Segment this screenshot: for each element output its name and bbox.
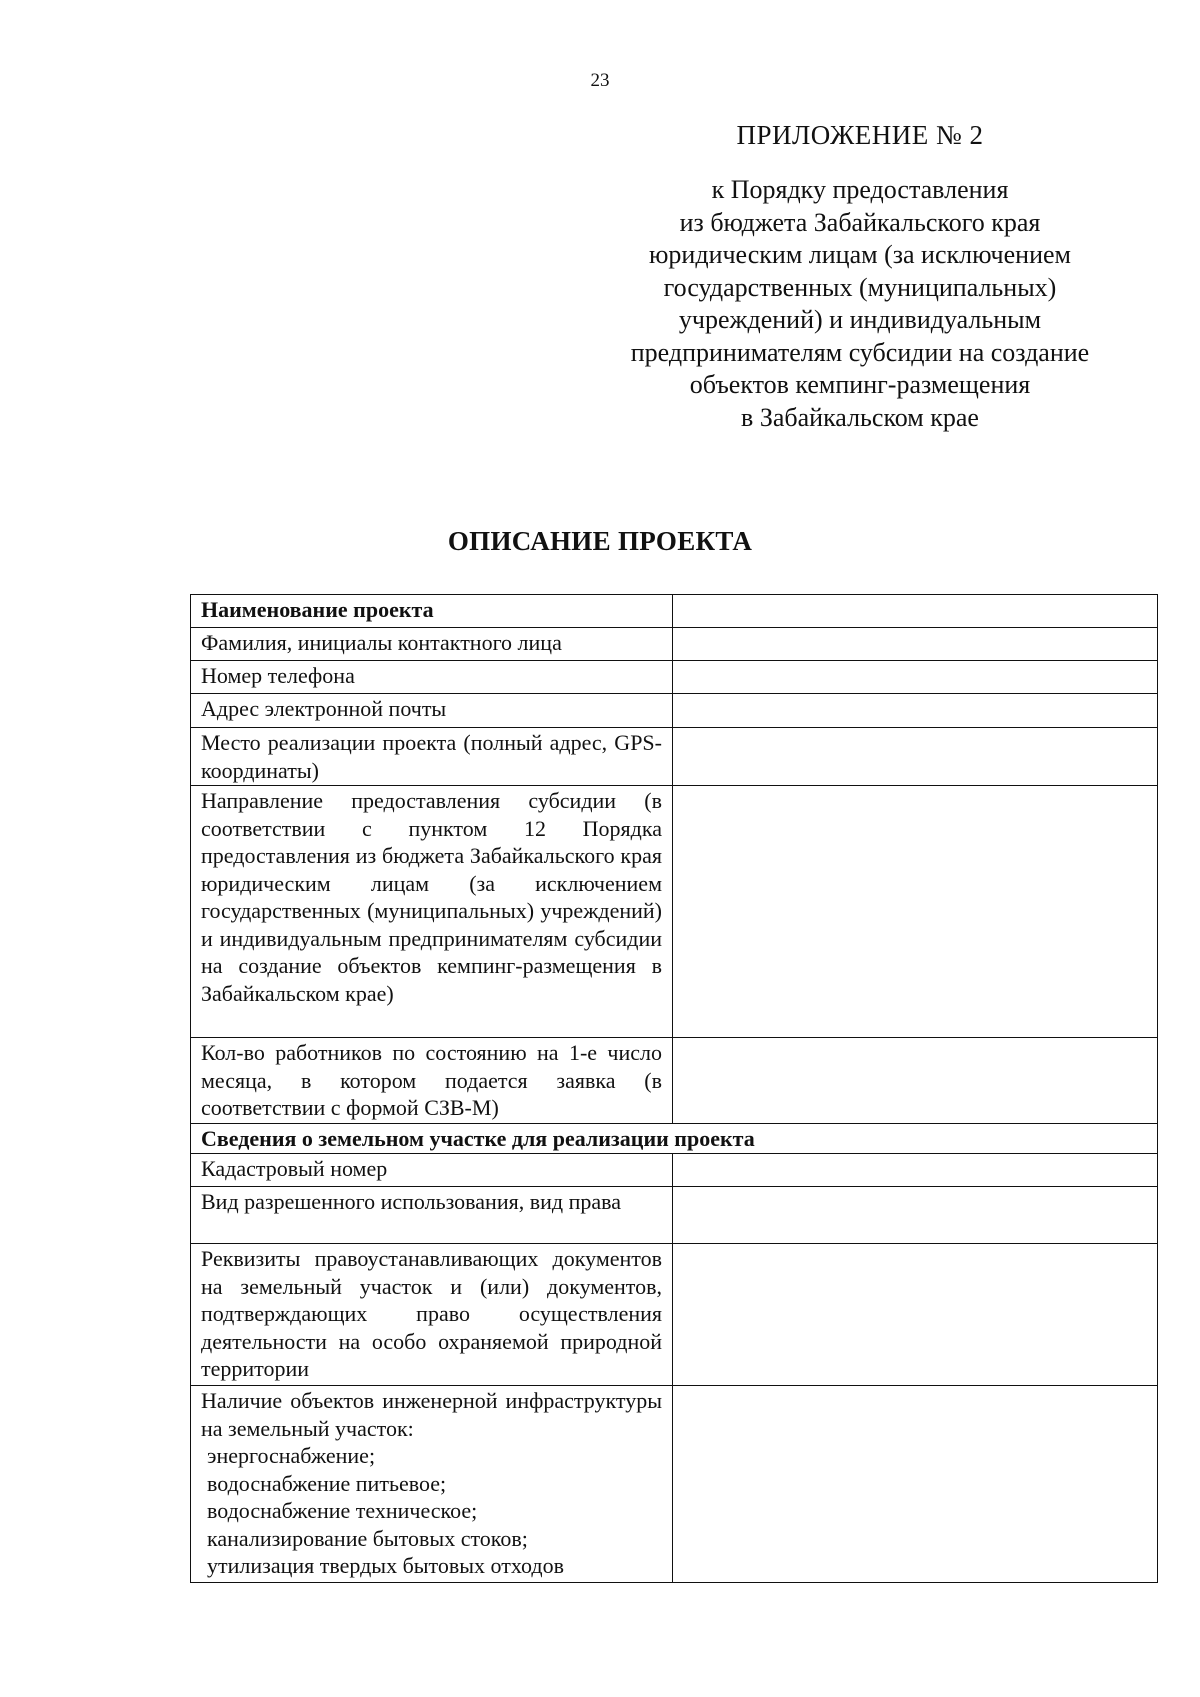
- subsidy-direction-label: Направление предоставления субсидии (в соответствии с пунктом 12 Порядка предоставления из бюджета Забайкальского края юридическим лицам (за исключением государственных (муниципальных) учреждений) и индивидуальным предпринимателям субсидии на создание объектов кемпинг-размещения в Забайкальском крае): [191, 786, 673, 1038]
- permitted-use-label: Вид разрешенного использования, вид права: [191, 1187, 673, 1244]
- infrastructure-item: водоснабжение техническое;: [207, 1498, 478, 1523]
- table-row: [191, 1386, 1158, 1583]
- document-title: ОПИСАНИЕ ПРОЕКТА: [447, 526, 753, 556]
- phone-label: Номер телефона: [191, 661, 673, 694]
- table-row: [191, 728, 1158, 786]
- appendix-line: к Порядку предоставления: [711, 175, 1009, 204]
- infrastructure-value-cell[interactable]: [673, 1386, 1158, 1583]
- table-row: [191, 1154, 1158, 1187]
- table-row: [191, 595, 1158, 628]
- project-description-table: [190, 594, 1158, 1583]
- appendix-line: юридическим лицам (за исключением: [649, 240, 1071, 269]
- cadastral-number-label: Кадастровый номер: [191, 1154, 673, 1187]
- appendix-header: [600, 118, 1120, 434]
- infrastructure-item: водоснабжение питьевое;: [207, 1470, 447, 1496]
- table-row: [191, 786, 1158, 1038]
- table-row: [191, 1244, 1158, 1386]
- contact-person-value-cell[interactable]: [673, 628, 1158, 661]
- title-documents-value-cell[interactable]: [673, 1244, 1158, 1386]
- title-documents-label: Реквизиты правоустанавливающих документов на земельный участок и (или) документов, подтверждающих право осуществления деятельности на особо охраняемой природной территории: [191, 1244, 673, 1386]
- phone-value-cell[interactable]: [673, 661, 1158, 694]
- appendix-title: ПРИЛОЖЕНИЕ № 2: [736, 120, 984, 150]
- table-row: [191, 1187, 1158, 1244]
- email-value-cell[interactable]: [673, 694, 1158, 728]
- table-row: [191, 1123, 1158, 1154]
- appendix-line: государственных (муниципальных): [663, 272, 1057, 302]
- appendix-line: объектов кемпинг-размещения: [689, 370, 1031, 399]
- appendix-line: предпринимателям субсидии на создание: [630, 337, 1090, 367]
- employees-count-label: Кол-во работников по состоянию на 1-е число месяца, в котором подается заявка (в соответствии с формой СЗВ-М): [191, 1038, 673, 1124]
- subsidy-direction-value-cell[interactable]: [673, 786, 1158, 1038]
- infrastructure-label: [191, 1386, 673, 1583]
- infrastructure-item: энергоснабжение;: [207, 1443, 376, 1468]
- table-row: [191, 661, 1158, 694]
- infrastructure-item: утилизация твердых бытовых отходов: [207, 1553, 564, 1578]
- land-section-header: Сведения о земельном участке для реализации проекта: [191, 1123, 1158, 1154]
- employees-count-value-cell[interactable]: [673, 1038, 1158, 1124]
- cadastral-number-value-cell[interactable]: [673, 1154, 1158, 1187]
- infrastructure-intro: Наличие объектов инженерной инфраструктуры на земельный участок:: [201, 1388, 662, 1441]
- appendix-line: учреждений) и индивидуальным: [678, 305, 1042, 334]
- project-name-value-cell[interactable]: [673, 595, 1158, 628]
- page-number: 23: [590, 70, 610, 91]
- email-label: Адрес электронной почты: [191, 694, 673, 728]
- contact-person-label: Фамилия, инициалы контактного лица: [191, 628, 673, 661]
- appendix-line: из бюджета Забайкальского края: [679, 207, 1041, 237]
- table-row: [191, 628, 1158, 661]
- location-label: Место реализации проекта (полный адрес, GPS-координаты): [191, 728, 673, 786]
- location-value-cell[interactable]: [673, 728, 1158, 786]
- table-row: [191, 1038, 1158, 1124]
- project-name-label: Наименование проекта: [191, 595, 673, 628]
- infrastructure-item: канализирование бытовых стоков;: [207, 1525, 528, 1551]
- appendix-line: в Забайкальском крае: [741, 402, 979, 432]
- permitted-use-value-cell[interactable]: [673, 1187, 1158, 1244]
- table-row: [191, 694, 1158, 728]
